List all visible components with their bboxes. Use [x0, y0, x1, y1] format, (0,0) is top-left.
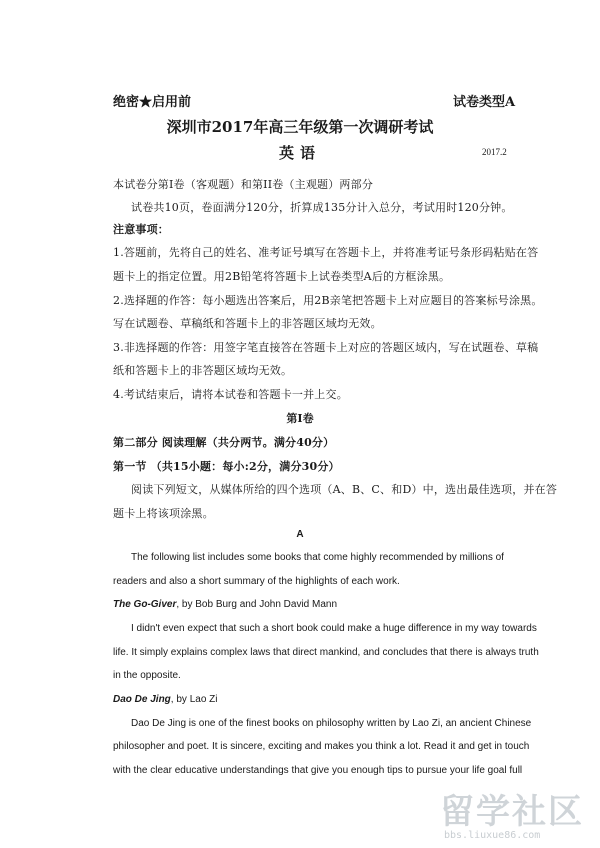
book-one-author: , by Bob Burg and John David Mann	[176, 599, 338, 610]
site-watermark	[430, 780, 600, 848]
book-two-title: Dao De Jing	[113, 694, 171, 705]
paper-composition: 本试卷分第I卷（客观题）和第II卷（主观题）两部分	[113, 178, 374, 191]
book-one-heading	[113, 599, 337, 610]
exam-title: 深圳市2017年高三年级第一次调研考试	[166, 118, 434, 136]
instruction-line-2: 题卡上将该项涂黑。	[113, 507, 214, 520]
exam-date: 2017.2	[482, 147, 507, 157]
book-two-line-2: philosopher and poet. It is sincere, exciting and makes you think a lot. Read it and get in touch	[113, 741, 530, 752]
book-two-author: , by Lao Zi	[170, 694, 218, 705]
passage-letter: A	[296, 529, 304, 540]
volume-one-title: 第I卷	[286, 412, 314, 425]
notice-item-4: 4.考试结束后，请将本试卷和答题卡一并上交。	[113, 388, 348, 401]
subject-title: 英语	[278, 144, 321, 162]
notice-item-3-line-1: 3.非选择题的作答：用签字笔直接答在答题卡上对应的答题区域内，写在试题卷、草稿	[113, 341, 539, 354]
book-two-line-3: with the clear educative understandings that give you enough tips to pursue your life goal full	[113, 765, 523, 776]
notice-item-1-line-2: 题卡上的指定位置。用2B铅笔将答题卡上试卷类型A后的方框涂黑。	[113, 270, 451, 283]
book-one-line-2: life. It simply explains complex laws that direct mankind, and concludes that there is always truth	[113, 647, 539, 658]
notice-heading: 注意事项：	[113, 223, 169, 236]
pages-score-info: 试卷共10页，卷面满分120分，折算成135分计入总分，考试用时120分钟。	[131, 201, 513, 214]
notice-item-1-line-1: 1.答题前，先将自己的姓名、准考证号填写在答题卡上，并将准考证号条形码粘贴在答	[113, 246, 539, 259]
book-two-line-1: Dao De Jing is one of the finest books on philosophy written by Lao Zi, an ancient Chinese	[131, 718, 532, 729]
notice-item-3-line-2: 纸和答题卡上的非答题区域均无效。	[113, 364, 293, 377]
watermark-url: bbs.liuxue86.com	[444, 830, 541, 841]
notice-item-2-line-2: 写在试题卷、草稿纸和答题卡上的非答题区域均无效。	[113, 317, 382, 330]
part-two-heading: 第二部分 阅读理解（共分两节。满分40分）	[113, 436, 335, 449]
watermark-text: 留学社区	[440, 792, 584, 832]
book-two-heading	[113, 694, 218, 705]
top-secret-label: 绝密★启用前	[113, 95, 192, 110]
passage-intro-line-1: The following list includes some books that come highly recommended by millions of	[131, 552, 504, 563]
book-one-line-3: in the opposite.	[113, 670, 181, 681]
paper-type-label: 试卷类型A	[453, 95, 516, 110]
notice-item-2-line-1: 2.选择题的作答：每小题选出答案后，用2B亲笔把答题卡上对应题目的答案标号涂黑。	[113, 294, 543, 307]
book-one-line-1: I didn't even expect that such a short book could make a huge difference in my way towards	[131, 623, 537, 634]
book-one-title: The Go-Giver	[113, 599, 177, 610]
passage-intro-line-2: readers and also a short summary of the highlights of each work.	[113, 576, 400, 587]
instruction-line-1: 阅读下列短文，从媒体所给的四个选项（A、B、C、和D）中，选出最佳选项，并在答	[131, 483, 558, 496]
section-one-heading: 第一节 （共15小题：每小:2分，满分30分）	[113, 460, 340, 473]
